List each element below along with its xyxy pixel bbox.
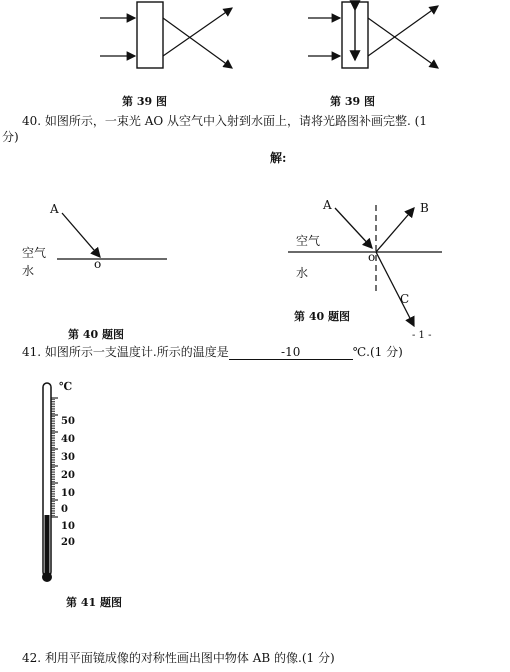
q39-caption-left: 第 39 图 [122, 95, 167, 108]
q40-question-cont: 分) [2, 130, 19, 144]
q40-left-caption: 第 40 题图 [68, 328, 124, 341]
q40-right-label-A: A [323, 198, 332, 212]
q40-right-label-B: B [420, 201, 429, 215]
q40-left-label-water: 水 [22, 264, 35, 278]
thermometer-unit-label: ℃ [59, 380, 73, 393]
q40-left-label-A: A [50, 202, 59, 216]
page-mark: - 1 - [412, 330, 432, 341]
q40-left-label-air: 空气 [22, 246, 47, 260]
thermometer-bulb [42, 572, 52, 582]
scale-ticks [51, 398, 58, 517]
scale-label: 10 [61, 488, 75, 499]
q41-question-suffix: ℃.(1 分) [352, 345, 403, 359]
q40-right-label-water: 水 [296, 266, 309, 280]
q39-caption-right: 第 39 图 [330, 95, 375, 108]
q40-answer-label: 解: [270, 151, 287, 165]
q41-caption: 第 41 题图 [66, 596, 122, 609]
q40-right-label-air: 空气 [296, 234, 321, 248]
scale-label: 40 [61, 434, 75, 445]
q42-question: 42. 利用平面镜成像的对称性画出图中物体 AB 的像.(1 分) [22, 651, 335, 665]
scale-label: 0 [61, 504, 68, 515]
q40-question: 40. 如图所示，一束光 AO 从空气中入射到水面上，请将光路图补画完整. (1 [22, 114, 427, 128]
q40-right-label-O: o [368, 250, 376, 264]
q40-right-caption: 第 40 题图 [294, 310, 350, 323]
q40-left-label-O: o [94, 257, 102, 271]
scale-label: 20 [61, 537, 75, 548]
q40-right-label-C: C [400, 292, 410, 306]
scale-label: 30 [61, 452, 75, 463]
q41-question-prefix: 41. 如图所示一支温度计.所示的温度是 [22, 345, 229, 359]
mercury-column [45, 515, 50, 577]
q41-answer: -10 [229, 345, 353, 360]
scale-label: 10 [61, 521, 75, 532]
scale-label: 20 [61, 470, 75, 481]
scale-label: 50 [61, 416, 75, 427]
